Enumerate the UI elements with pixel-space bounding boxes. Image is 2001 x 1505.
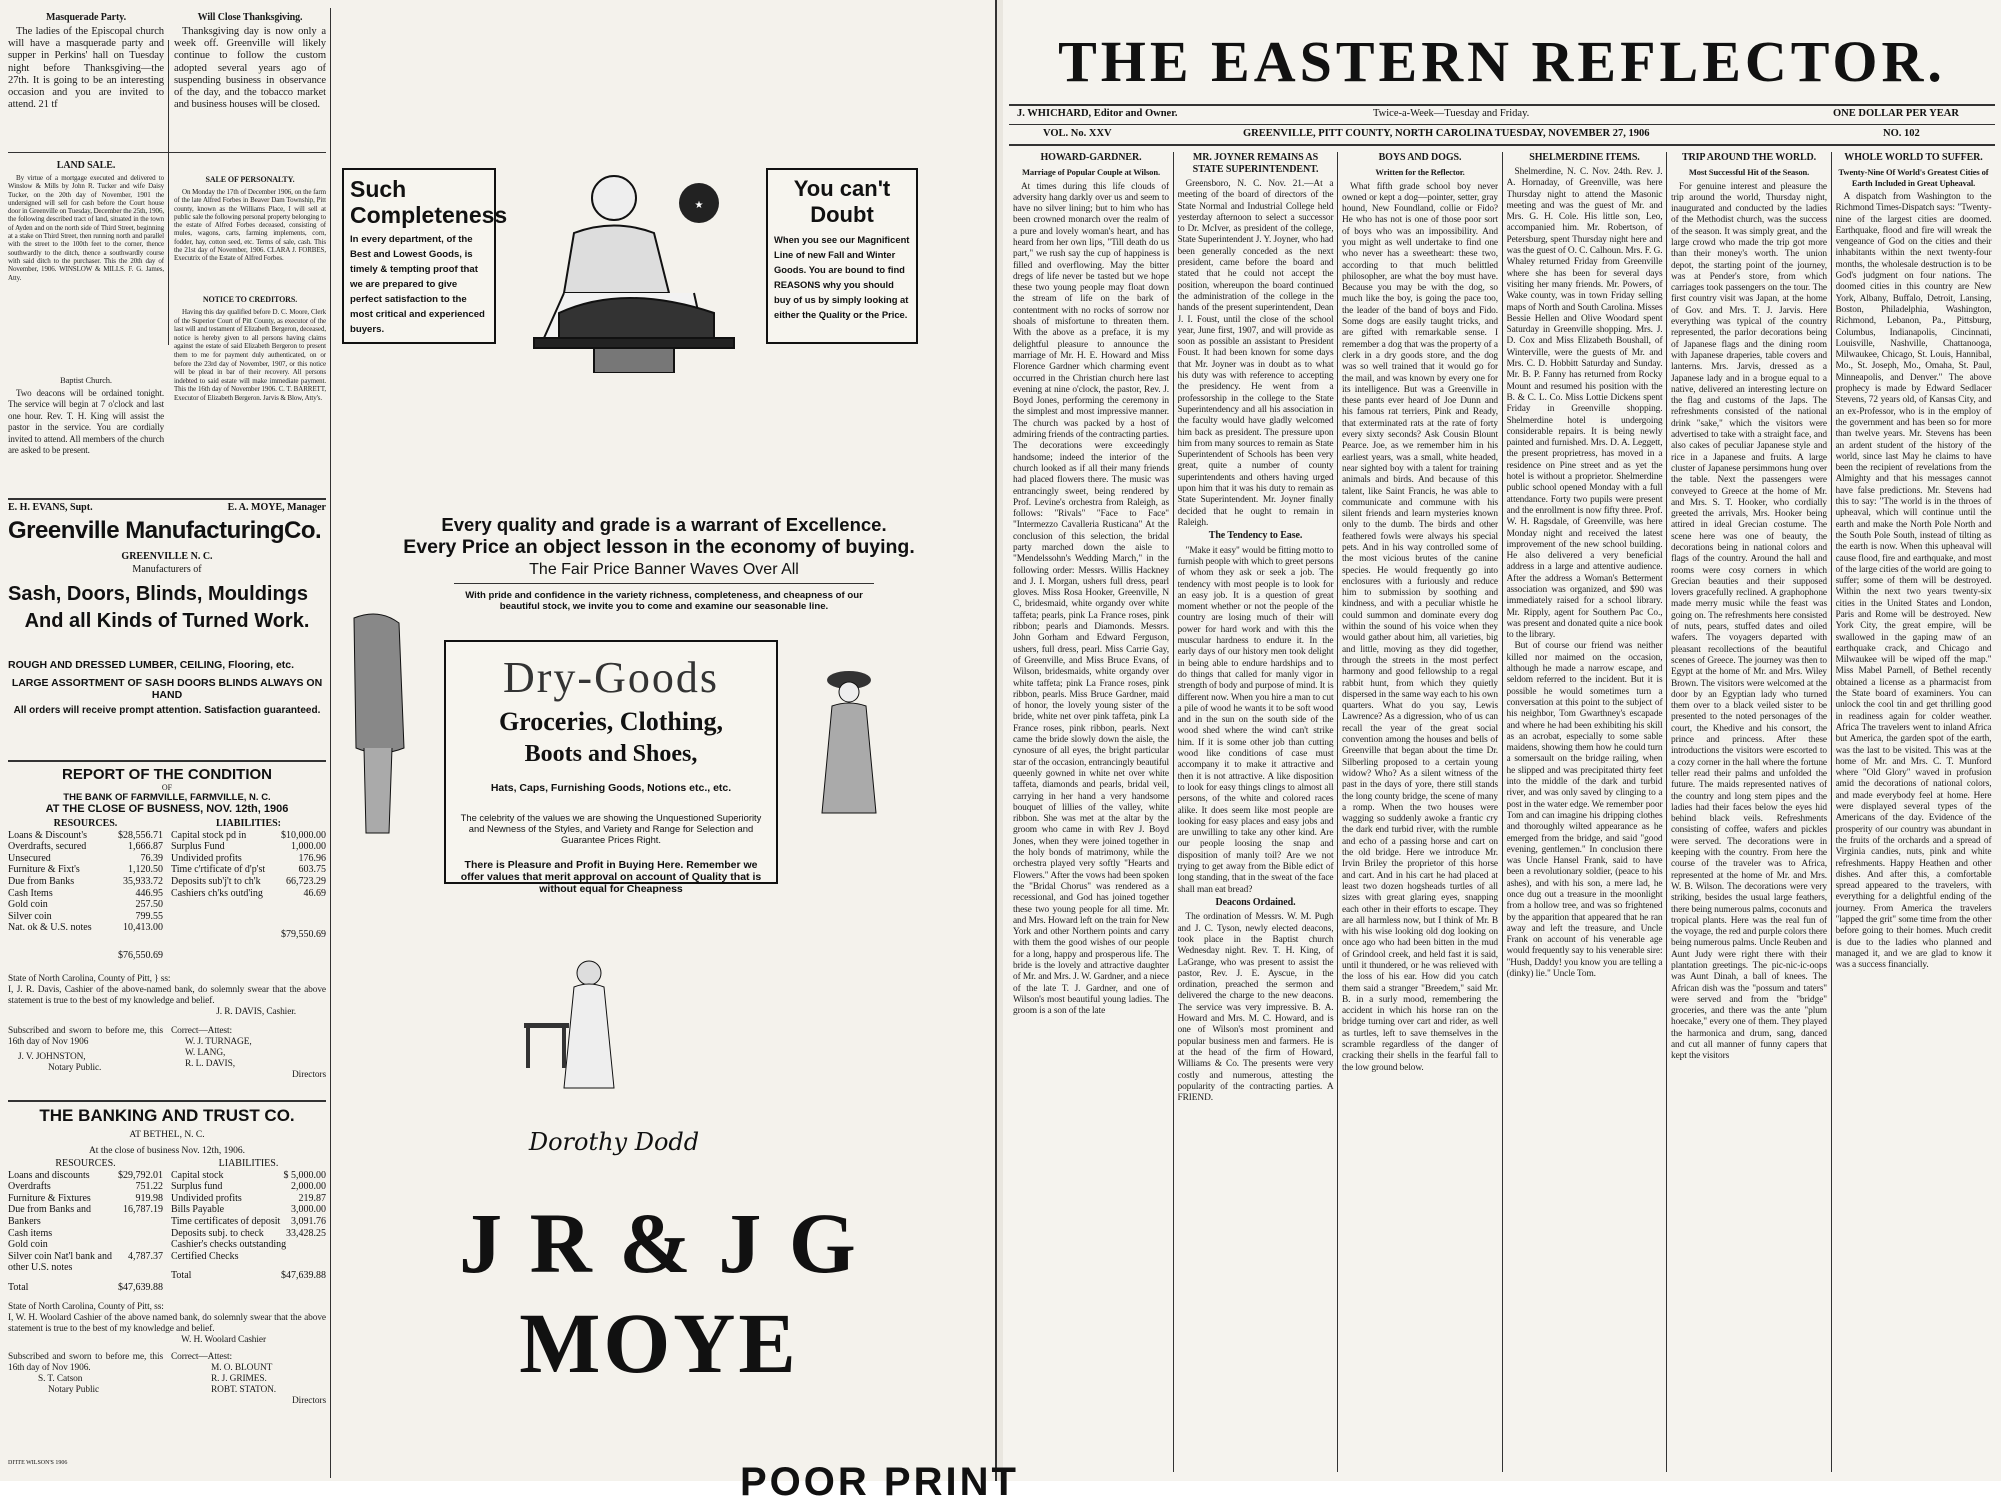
baptist-title: Baptist Church. [60,375,112,385]
farmville-resources-head: RESOURCES. [53,818,118,829]
farmville-res-label: Silver coin [8,910,52,922]
left-footer: DI'ITE WILSON'S 1906 [8,1460,68,1466]
bethel-lia-label: Cashier's checks outstanding [171,1239,287,1251]
farmville-res-amount: $28,556.71 [118,829,163,841]
masquerade-text: The ladies of the Episcopal church will have a masquerade party and supper in Perkins' hall on Tuesday night before Thanksgiving—the 27th. It is going to be an interesting occasion and you are invited to attend. 21 tf [8,26,164,111]
bethel-res-label: Overdrafts [8,1181,51,1193]
bethel-lia-row [171,1193,326,1205]
bethel-state-line: State of North Carolina, County of Pitt, ss: [8,1301,164,1312]
bethel-lia-label: Surplus fund [171,1181,223,1193]
bethel-res-label: Gold coin [8,1239,48,1251]
column-body: Shelmerdine, N. C. Nov. 24th. Rev. J. A. Hornaday, of Greenville, was here Thursday night to attend the Masonic meeting and was the guest of Mr. and Mrs. G. H. Cole. His little son, Leo, accompanied him. Mr. Robertson, of Petersburg, spent Thursday night here and was the guest of O. C. Calhoun. Mrs. F. G. Whaley returned Friday from Greenville where she has been for several days visiting her many friends. Mr. Powers, of Wake county, was in town Friday selling maps of North and South Carolina. Misses Bessie Hellen and Olive Woodard spent Saturday in Greenville shopping. Mrs. J. D. Cox and Miss Elizabeth Boushall, of Winterville, were the guests of Mr. and Mrs. C. D. Hobbitt Saturday and Sunday. Mr. B. P. Fanny has returned from Rocky Mount and resumed his position with the B. & C. L. Co. Miss Lottie Dickens spent Friday in Greenville shopping. Shelmerdine hotel is undergoing considerable repairs. It is being newly painted and furnished. Mrs. D. A. Leggett, the present proprietress, has moved in a residence on Pine street and as yet the hotel is without a proprietor. Shelmerdine public school opened Monday with a full attendance. Forty two pupils were present and the enrollment is now fifty three. Prof. W. H. Ragsdale, of Greenville, was here Monday night and received the latest improvement of the new school building. He also delivered a very beneficial address in a large and attentive audience. After the address a Woman's Betterment association was organized, and $90 was immediately raised for a school library. Mr. Ripply, agent for Southern Pac Co., was present and donated quite a nice book to the library. [1506,167,1663,641]
bethel-lia-row [171,1251,326,1263]
farmville-correct: Correct—Attest: [171,1025,232,1036]
farmville-res-row [8,911,163,923]
director-name: ROBT. STATON. [211,1384,277,1395]
column-subheadline: Written for the Reflector. [1375,167,1465,177]
bethel-lia-label: Capital stock [171,1169,224,1181]
farmville-res-label: Gold coin [8,899,48,911]
personalty-sale-notice [174,172,326,282]
bethel-oath-block [8,1302,326,1407]
farmville-lia-row [171,853,326,865]
bethel-lia-row [171,1239,326,1251]
masquerade-title: Masquerade Party. [46,12,126,23]
farmville-of: OF [161,783,173,792]
mfg-manufacturers-of: Manufacturers of [132,564,202,575]
bethel-res-amount: $29,792.01 [118,1169,163,1181]
farmville-res-row [8,830,163,842]
farmville-res-amount: 446.95 [135,887,163,899]
bethel-res-label: Cash items [8,1227,53,1239]
masthead-editor: J. WHICHARD, Editor and Owner. [1017,108,1178,119]
bethel-title: THE BANKING AND TRUST CO. [39,1106,295,1125]
mfg-assortment-line: LARGE ASSORTMENT OF SASH DOORS BLINDS ALWAYS ON HAND [11,677,323,701]
bethel-subscribed: Subscribed and sworn to before me, this 16th day of Nov 1906. [8,1351,163,1373]
farmville-state-line: State of North Carolina, County of Pitt, } ss: [8,973,171,984]
farmville-res-label: Due from Banks [8,875,75,887]
bethel-lia-row [171,1216,326,1228]
bethel-total-right: $47,639.88 [281,1270,326,1282]
bethel-lia-row [171,1181,326,1193]
land-sale-title: LAND SALE. [56,160,116,171]
farmville-res-amount: 10,413.00 [123,922,163,934]
farmville-lia-amount: 1,000.00 [291,841,326,853]
moye-advertisement [334,8,989,1478]
baptist-text: Two deacons will be ordained tonight. The service will begin at 7 o'clock and last one hour. Rev. T. H. King will assist the pastor in the service. You are cordially invited to attend. All members of the church are asked to be present. [8,388,164,456]
bethel-res-label: Silver coin Nat'l bank and other U.S. notes [8,1250,112,1274]
column-rule [1337,152,1338,1472]
column-section-head: The Tendency to Ease. [1208,530,1303,542]
completeness-box [342,168,508,344]
news-column [1178,152,1334,1472]
column-rule [1666,152,1667,1472]
farmville-res-amount: 1,666.87 [128,841,163,853]
groceries-line: Groceries, Clothing, [498,707,724,736]
mfg-superintendent: E. H. EVANS, Supt. [8,502,93,513]
column-section-head: Deacons Ordained. [1215,896,1296,908]
creditors-notice [174,292,326,497]
bethel-signature: W. H. Woolard Cashier [181,1334,266,1345]
bethel-resources-head: RESOURCES. [55,1158,116,1169]
pleasure-text: There is Pleasure and Profit in Buying Here. Remember we offer values that merit approval on account of Quality that is without equal for Cheapness [460,859,762,895]
bethel-res-row [8,1251,163,1274]
bethel-res-amount: 16,787.19 [123,1204,163,1216]
farmville-res-row [8,864,163,876]
farmville-lia-label: Surplus Fund [171,841,225,853]
hats-line: Hats, Caps, Furnishing Goods, Notions etc., etc. [490,782,732,794]
thanksgiving-item [174,10,326,160]
mfg-products-line: Sash, Doors, Blinds, Mouldings [8,583,309,605]
pride-text: With pride and confidence in the variety richness, completeness, and cheapness of our beautiful stock, we invite you to come and examine our seasonable line. [465,590,863,612]
bethel-liabilities: LIABILITIES. Capital stock $ 5,000.00 Surplus fund 2,000.00 Undivided profits 219.87 Bills Payable 3,000.00 Time certificates of deposit 3,091.76 Deposits subj. to check 33,428.25 Cashier's checks outstanding Certified Checks Total $47,639.88 [171,1158,326,1282]
moye-name: J R & J G MOYE [459,1195,859,1391]
news-column [1836,152,1992,1472]
farmville-res-row [8,922,163,934]
masquerade-item [8,10,164,160]
doubt-text: When you see our Magnificent Line of new Fall and Winter Goods. You are bound to find REASONS why you should buy of us by simply looking at either the Quality or the Price. [774,234,910,320]
bethel-notary: S. T. Catson [38,1373,83,1384]
creditors-text: Having this day qualified before D. C. Moore, Clerk of the Superior Court of Pitt County, as executor of the last will and testament of Elizabeth Bergeron, deceased, notice is hereby given to all persons having claims against the estate of said Elizabeth Bergeron to present them to me for payment duly authenticated, on or before the 23rd day of November, 1907, or this notice will be plead in bar of their recovery. All persons indebted to said estate will make immediate payment. This the 16th day of November 1906. C. T. BARRETT, Executor of Elizabeth Bergeron. Jarvis & Blow, Atty's. [174,308,326,402]
dorothy-dodd-signature: Dorothy Dodd [528,1128,700,1156]
dry-goods-box [444,640,778,895]
director-name: R. L. DAVIS, [185,1058,235,1069]
banner-line: The Fair Price Banner Waves Over All [529,561,799,578]
bethel-correct: Correct—Attest: [171,1351,232,1362]
bethel-lia-amount: 3,000.00 [291,1204,326,1216]
mfg-location: GREENVILLE N. C. [121,551,213,562]
bethel-total-left: $47,639.88 [118,1281,163,1293]
director-name: R. J. GRIMES. [211,1373,267,1384]
completeness-text: In every department, of the Best and Lowest Goods, is timely & tempting proof that we are prepared to give perfect satisfaction to the most critical and experienced buyers. [350,234,485,335]
director-name: W. LANG, [185,1047,226,1058]
doubt-title: You can't Doubt [793,176,891,227]
farmville-oath-block [8,974,326,1081]
mfg-orders-line: All orders will receive prompt attention. Satisfaction guaranteed. [13,705,321,716]
bethel-lia-amount: $ 5,000.00 [283,1169,326,1181]
woman-coat-illustration [804,668,894,818]
right-page [1003,0,2001,1481]
column-rule [168,40,169,345]
farmville-oath: I, J. R. Davis, Cashier of the above-named bank, do solemnly swear that the above statement is true to the best of my knowledge and belief. [8,984,326,1006]
column-body: But of course our friend was neither killed nor maimed on the occasion, although he made a narrow escape, and seldom referred to the incident. But it is possible he would sometimes turn a conversation at this point to the subject of his neighbor, Tom Gwarthney's escapade and where he had been exhibiting his skill as an acrobat, especially to some sable maidens, showing them how he could turn a somersault on the bridge railing, when he slipped and was precipitated thirty feet into the middle of the dark and turbid river, and was only saved by clinging to a post in the water edge. We remember poor Tom and can imagine his dripping clothes and thoroughly wilted appearance as he emerged from the bridge, and said "good evening, gentlemen." In conclusion there was Uncle Hansel Frank, said to have been a revolutionary soldier, (peace to his ashes), and with his son, a mere lad, he once dug out a treasure in the moonlight from a hollow tree, and was so frightened by the apparition that appeared that he ran away and left the treasure, and Uncle Frank on account of his venerable age would frequently say to his venerable sire: "Hush, Daddy! you know you are telling a (dinky) lie." Uncle Tom. [1506,641,1663,980]
woman-table-illustration [514,953,674,1093]
farmville-lia-amount: 46.69 [303,887,326,899]
bethel-lia-amount: 219.87 [298,1192,326,1204]
farmville-lia-amount: 66,723.29 [286,875,326,887]
column-rule [1831,152,1832,1472]
farmville-lia-amount: 603.75 [298,864,326,876]
farmville-res-row [8,841,163,853]
doubt-box [766,168,918,344]
manufacturing-ad [8,502,326,757]
farmville-signature: J. R. DAVIS, Cashier. [216,1006,296,1017]
section-divider [8,152,326,153]
masthead-frequency: Twice-a-Week—Tuesday and Friday. [1373,108,1530,119]
farmville-lia-row [171,888,326,900]
farmville-bank-report [8,766,326,1096]
farmville-lia-label: Capital stock pd in [171,829,247,841]
column-headline: MR. JOYNER REMAINS AS STATE SUPERINTENDENT. [1192,152,1319,175]
personalty-sale-text: On Monday the 17th of December 1906, on the farm of the late Alfred Forbes in Beaver Dam Township, Pitt county, known as the Williams Place, I will sell at public sale the following personal property belonging to the estate of Alfred Forbes deceased, consisting of mules, wagons, carts, farming implements, corn, fodder, hay, cotton seed, etc. Terms of sale, cash. This the 21st day of November, 1906. CLARA J. FORBES, Executrix of the Estate of Alfred Forbes. [174,188,326,263]
ad-divider [454,583,874,584]
land-sale-notice [8,158,164,368]
column-body: What fifth grade school boy never owned or kept a dog—pointer, setter, gray hound, New Foundland, collie or Fido? He who has not is one of those poor sort of boys who was an impossibility. And you might as well undertake to find one who never has a sweetheart: these two, according to that much belittled philosopher, are what the boy must have. Because you may be with the dog, so much like the boy, is going the pace too, the leader of the band of boys and Fido. Some dogs are easily taught tricks, and are gifted with remarkable sense. I remember a dog that was the property of a clerk in a dry goods store, and the dog was so well trained that it would go for the mail, and was known by every one for its intelligence. But was a Greenville in these pants ever heard of Joe Dunn and his famous rat terriers, Pink and Ready, that exterminated rats at the rate of forty every sixty seconds? Ask Cousin Blount Pearce. Joe, as we remember him in his earliest years, was a small, white headed, near sighted boy with a talent for training animals and birds. And because of this talent, like Saint Francis, he was able to communicate and commune with his silent friends and learn mysteries known only to the dumb. The birds and other feathered fowls were always his special pets. And in his way controlled some of the most vicious brutes of the canine species. He would frequently go into enclosures with a furiously and reduce him to submission by soothing and kindness, and with a peculiar whistle he could summon and dominate every dog within the sound of his voice when they would gather about him, all varieties, big and little, moving as they did together, through the streets in the most perfect harmony and good fellowship to a regal rabbit hunt, from which they quietly dispersed in the same way each to his own quarters. What do you say, Lewis Lawrence? As a digression, who of us can recall the year of the great social convention among the houses and bells of Greenville that began about the time Dr. Silberling proposed to a certain young widow? Who? As a silent witness of the past in the days of yore, there still stands the long county bridge, the scene of many a romp. When the two houses were wagging so suddenly awoke a frantic cry the dark end turbid river, with the rumble and echo of a passing horse and cart on the old bridge. Here we introduce Mr. Irvin Briley the proprietor of this horse and cart. And in his cart he had placed at least two dozen hogsheads turtles of all sizes with great glaring eyes, snapping each other in their efforts to escape. They are all harmless now, but I think of Mr. B with his wise looking old dog looking on once ago who had been bitten in the mud of Grindool creek, and held fast it is said, until it thundered, or he was relieved with the loss of his ear. How did you catch them said a stranger "Breedem," said Mr. B. in a surly mood, remembering the accident in which his horse ran on the bridge turning over cart and rider, as well as turtles, left to save themselves in the scramble regardless of the danger of cracking their shells in the fearful fall to the low ground below. [1342,181,1498,1073]
dry-goods-title: Dry-Goods [503,653,719,702]
poor-print-banner: POOR PRINT [740,1460,1019,1504]
farmville-res-amount: 76.39 [140,852,163,864]
land-sale-text: By virtue of a mortgage executed and delivered to Winslow & Mills by John R. Tucker and wife Daisy Tucker, on the 20th day of November, 1901 the undersigned will sell for cash before the Court house door in Greenville on Tuesday, December the 25th, 1906, the following described tract of land, situated in the town of Ayden and on the north side of Third Street, beginning at a stake on Third Street, then running north and parallel with the street to the 100th feet to the corner, thence southwardly to the ditch, thence a southwardly course with said ditch to the purchaser. This the 20th day of November, 1906. WINSLOW & MILLS. F. G. James, Atty. [8,174,164,282]
bethel-lia-amount: 3,091.76 [291,1215,326,1227]
farmville-res-row [8,853,163,865]
section-divider [8,1100,326,1102]
farmville-lia-amount: 176.96 [298,852,326,864]
fabric-illustration [344,608,414,838]
completeness-title: Such Completeness [350,176,508,228]
news-column [1507,152,1663,1472]
mfg-manager: E. A. MOYE, Manager [227,502,326,513]
masthead-number: NO. 102 [1883,128,1920,139]
bethel-liabilities-head: LIABILITIES. [218,1158,279,1169]
bethel-notary-label: Notary Public [48,1384,100,1395]
bethel-lia-label: Deposits subj. to check [171,1227,264,1239]
farmville-report-title: REPORT OF THE CONDITION [62,766,272,783]
farmville-res-label: Nat. ok & U.S. notes [8,922,92,934]
farmville-lia-amount: $10,000.00 [281,829,326,841]
column-subheadline: Most Successful Hit of the Season. [1688,167,1810,177]
boots-line: Boots and Shoes, [524,741,698,767]
farmville-res-label: Overdrafts, secured [8,841,87,853]
bethel-res-amount: 4,787.37 [128,1250,163,1262]
excellence-line: Every quality and grade is a warrant of Excellence. [441,514,887,535]
farmville-total-left: $76,550.69 [118,949,163,961]
bethel-res-row [8,1228,163,1240]
bethel-lia-row [171,1170,326,1182]
bethel-res-row [8,1181,163,1193]
farmville-res-amount: 799.55 [135,910,163,922]
farmville-res-row [8,876,163,888]
bethel-resources: RESOURCES. Loans and discounts $29,792.01 Overdrafts 751.22 Furniture & Fixtures 919.98 Due from Banks and Bankers 16,787.19 Cash items Gold coin Silver coin Nat'l bank and other U.S. notes 4,787.37 Total $47,639.88 [8,1158,163,1293]
column-body: At times during this life clouds of adversity hang darkly over us and seem to have no silver lining; but to him who has been crowned monarch over the realm of a pure and lovely woman's heart, and has heard from her own lips, "Till death do us part," we rush say the cup of happiness is filled and overflowing. May the bitter dregs of life never be tasted but we hope these two young people may float down the stream of life on the bark of contentment with no rocks of sorrow nor shoals of misfortune to threaten them. With the above as a preface, it is my delightful pleasure to announce the marriage of Mr. H. E. Howard and Miss Florence Gardner which charming event occurred in the Christian church here last evening at nine o'clock, the pastor, Rev. J. Boyd Jones, performing the ceremony in the simplest and most impressive manner. The church was packed by a host of admiring friends of the contracting parties. The decorations were exceedingly handsome; indeed the interior of the church looked as if all their many friends had placed flowers there. The music was entrancingly sweet, being rendered by Prof. Levine's orchestra from Raleigh, as follows: "Rivals" "Face to Face" "Intermezzo Cavalleria Rusticana" At the conclusion of this selection, the bridal party marched down the aisle to "Mendelssohn's Wedding March," in the following order: Messrs. Willis Hackney and J. I. Morgan, ushers full dress, pearl gloves. Miss Rosa Hooker, Greenville, N C, bridesmaid, white organdy over white taffeta; pearls, pink La France roses, pink ribbon; pearls and Diamonds. Messrs. John Gorham and Edward Ferguson, ushers, full dress, pearl. Miss Carrie Gay, of Greenville, and Miss Bruce Evans, of Wilson, bridesmaids, white organdy over white taffeta; pink La France roses, pink ribbon, pearls. Miss Bruce Gardner, maid of honor, the lovely young sister of the bride, white net over pink taffeta, pink La France roses, pink ribbon, pearls. Next came the bride slowly down the aisle, the cynosure of all eyes, the bright particular star of the occasion, entrancingly beautiful queenly gowned in white net over white taffeta, diamonds and pearls, bridal veil, carrying in her hand a very handsome bouquet of lillies of the valley, white ribbon. She was met at the altar by the groom who came in with Rev J. Boyd Jones, when they were joined together in the holy bonds of matrimony, while the orchestra played very softly "Hearts and Flowers." After the vows had been spoken the "Bridal Chorus" was rendered as a recessional, and God has joined together these two young people for all time. Mr. and Mrs. Howard left on the train for New York and other Northern points and carry with them the good wishes of our people for a long, happy and prosperous life. The bride is the lovely and attractive daughter of Mr. and Mrs. J. W. Gardner, and a niece of the late T. J. Gardner, and one of Wilson's most beautiful young ladies. The groom is a son of the late [1013,181,1169,1017]
farmville-close: AT THE CLOSE OF BUSNESS, NOV. 12th, 1906 [45,803,289,815]
bethel-lia-amount: 2,000.00 [291,1181,326,1193]
bethel-lia-row [171,1204,326,1216]
shoemaker-illustration [504,163,764,373]
farmville-lia-row [171,830,326,842]
farmville-resources [8,818,163,962]
bethel-res-label: Furniture & Fixtures [8,1192,91,1204]
column-headline: TRIP AROUND THE WORLD. [1681,152,1817,163]
farmville-lia-label: Deposits sub'j't to ch'k [171,875,261,887]
column-headline: WHOLE WORLD TO SUFFER. [1844,152,1983,163]
bethel-lia-amount: 33,428.25 [286,1227,326,1239]
farmville-lia-label: Cashiers ch'ks outd'ing [171,887,263,899]
mfg-lumber-line: ROUGH AND DRESSED LUMBER, CEILING, Flooring, etc. [8,659,295,671]
economy-line: Every Price an object lesson in the economy of buying. [403,536,915,558]
left-page [0,0,997,1481]
section-divider [8,498,326,500]
farmville-lia-row [171,864,326,876]
farmville-res-row [8,888,163,900]
director-name: W. J. TURNAGE, [185,1036,252,1047]
farmville-res-label: Furniture & Fixt's [8,864,80,876]
masthead-rule [1009,124,1995,125]
news-column [1013,152,1169,1472]
column-rule [330,8,331,1478]
bethel-res-amount: 919.98 [135,1192,163,1204]
column-body: For genuine interest and pleasure the trip around the world, Thursday night, inaugurated and conducted by the ladies of the Methodist church, was the success of the season. It was simply great, and the large crowd who made the trip got more than their money's worth. The union depot, the starting point of the journey, was at Pender's store, from which carriages took passengers on the tour. The first country visit was Japan, at the home of Gov. and Mrs. T. J. Jarvis. Here everything was typical of the country represented, the parlor decorations being of Japanese flags and the dining room with Japanese draperies, table covers and lanterns. Mrs. Jarvis, dressed as a Japanese lady and in a brogue equal to a native, delivered an interesting lecture on the flag and customs of the Japs. The refreshments consisted of the national drink "sake," which the visitors were advertised to take with a straight face, and also cakes of peculiar Japanese style and rice in a Japanese and fruits. A large cluster of Japanese persimmons hung over the table. Next the passengers were conveyed to Greece at the home of Mr. and Mrs. S. T. Hooker, who cordially greeted the arrivals, Mrs. Hooker being attired in ideal Grecian costume. The scene here was one of beauty, the decorations being in national colors and flags of the country. Around the hall and rooms were cosy corners in which Grecian beauties and their supposed lovers gracefully reclined. A graphophone made merry music while the feast was going on. The refreshments here consisted of nuts, pears, stuffed dates and oiled wafers. The voyagers departed with pleasant recollections of the beautiful scenes of Greece. The journey was then to Egypt at the home of Mr. and Mrs. Wiley Brown. The visitors were welcomed at the door by an Egyptian lady who turned them over to a black veiled sister to be presented to the noted personages of the court, the Khedive and his consort, the prince and princess. After these introductions the visitors were escorted to a cozy corner in the hall where the fortune teller read their palms and unfolded the future. The maids represented natives of the country and long stem pipes and the ladies had their faces below the eyes hid behind black veils. Refreshments consisting of coffee, wafers and pickles were served. The decorations were in keeping with the country. From here the course of the traveler was to Africa, represented at the home of Mr. and Mrs. W. B. Wilson. The decorations were very striking, besides the usual large feathers, there being numerous palms, coconuts and tropical plants. Here was the real fun of the voyage, the red and purple colors there being numerous palms. Uncle Reuben and Aunt Judy were right there with their plantation greetings. The pic-nic-ic-oops was Aunt Dinah, a ball of knees. The African dish was the "possum and taters" were served and from the "bridge" groceries, and there was the ante "plum hoecake," every one of them. They played the harmonica and drum, sang, danced and cut all manner of funny capers that kept the visitors [1671,181,1827,1062]
thanksgiving-title: Will Close Thanksgiving. [197,12,303,23]
column-rule [1502,152,1503,1472]
masthead-title: THE EASTERN REFLECTOR. [1058,29,1946,94]
mfg-turned-work-line: And all Kinds of Turned Work. [24,610,310,632]
news-column [1671,152,1827,1472]
column-subheadline: Twenty-Nine Of World's Greatest Cities of Earth Included in Great Upheaval. [1838,167,1989,188]
column-body: A dispatch from Washington to the Richmond Times-Dispatch says: "Twenty-nine of the largest cities are doomed. Earthquake, flood and fire will wreak the vengeance of God on the cities and their inhabitants within the next twenty-four months, the wholesale destruction is to be God's judgment on four nations. The doomed cities in this country are New York, Albany, Buffalo, Detroit, Lansing, Boston, Philadelphia, Washington, Richmond, Lebanon, Pa., Pittsburg, Columbus, Indianapolis, Cincinnati, Louisville, Nashville, Chattanooga, Milwaukee, Chicago, St. Louis, Hannibal, Mo., St. Joseph, Mo., Omaha, St. Paul, Minneapolis, and Denver." The above prophecy is made by Edward Sedlacer Stevens, 72 years old, of Kansas City, and an ex-Professor, who is in the employ of the government and has been so for more than twelve years. Mr. Stevens has been an ardent student of the history of the world, since last May he claims to have been the recipient of revelations from the Almighty and that his messages cannot have false predictions. Mr. Stevens had this to say: "The world is in the throes of upheaval, which will continue until the earth and make the North Pole North and the South Pole South, instead of tilting as the earth is now. When this upheaval will cause flood, fire and earthquake, and most of the large cities of the world are going to suffer; some of them will be destroyed. Within the next two years twenty-six cities in the United States and London, Paris and Rome will be destroyed. New York City, the great empire, will be swallowed in the gaping maw of an earthquake crack, and Chicago and Milwaukee will be wiped off the map." Miss Mabel Parnell, of Bethel recently obtained a license as a pharmacist from the State board of examiners. You can unlock the cool tin and get thrilling good in readiness again for colder weather. Africa The travelers went to inland Africa but America, the garden spot of the earth, was the last to be visited. This was at the home of Mr. and Mrs. C. T. Munford where "Old Glory" waved in profusion amid the decorations of national colors, and made everybody feel at home. Here were displayed several types of the Americans of the day. Evidence of the prosperity of our country was abundant in the fruits of the orchards and a spread of Virginia candies, nuts, pink and white refreshments. Happy Heathen and other dishes. And after this, a comfortable spread appeared to the travelers, with everything for a delightful ending of the journey. From America the travelers "lapped the grit" some time from the other before going to their homes. Much credit is due to the ladies who planned and managed it, and we are glad to know it was a success financially. [1835,192,1992,971]
bethel-res-amount: 751.22 [135,1181,163,1193]
farmville-lia-row [171,876,326,888]
column-subheadline: Marriage of Popular Couple at Wilson. [1022,167,1160,177]
column-body: "Make it easy" would be fitting motto to furnish people with which to greet persons of whom they ask or seek a job. The tendency with most people is to look for an easy job. It is a question of great moment whether or not the people of the country are losing much of their will power for hard work and with this the muscular hardness to endure it. In the early days of our history men took delight in being able to endure hardships and to do things that called for manly vigor in strength of body and purpose of mind. It is different now. When you hire a man to cut a pile of wood he wants it to be soft wood and in the sun on the south side of the wood shed where the wind can't strike him. If it is some other job than cutting wood like conditions of case must accompany it to make it attractive and then it is not attractive. A like disposition to look for easy things clings to almost all persons, of the white and colored races alike. It does seem like most people are looking for easy places and easy jobs and are unwilling to take any other kind. Are our people loosing the snap and disposition of manly toil? Are we not trying to get away from the Bible edict of long standing, that in the sweat of the face shall man eat bread? [1177,545,1334,895]
farmville-bank-name: THE BANK OF FARMVILLE, FARMVILLE, N. C. [63,792,271,803]
news-column [1342,152,1498,1472]
section-divider [8,760,326,762]
creditors-title: NOTICE TO CREDITORS. [202,295,298,304]
farmville-directors-label: Directors [292,1069,326,1080]
bethel-oath: I, W. H. Woolard Cashier of the above named bank, do solemnly swear that the above statement is true to the best of my knowledge and belief. [8,1312,326,1334]
personalty-sale-title: SALE OF PERSONALTY. [205,175,295,184]
bethel-lia-label: Bills Payable [171,1204,225,1216]
masthead-rule [1009,144,1995,146]
farmville-notary-label: Notary Public. [48,1062,102,1073]
bethel-close: At the close of business Nov. 12th, 1906. [88,1146,246,1156]
farmville-total-right: $79,550.69 [281,929,326,941]
bethel-location: AT BETHEL, N. C. [129,1130,205,1140]
director-name: M. O. BLOUNT [211,1362,273,1373]
farmville-subscribed: Subscribed and sworn to before me, this 16th day of Nov 1906 [8,1025,163,1047]
farmville-res-amount: 35,933.72 [123,875,163,887]
bethel-res-row [8,1170,163,1182]
bethel-res-row [8,1204,163,1227]
bethel-bank-report [8,1106,326,1456]
bethel-res-row [8,1239,163,1251]
column-headline: BOYS AND DOGS. [1378,152,1462,163]
farmville-res-row [8,899,163,911]
bethel-lia-row [171,1228,326,1240]
bethel-lia-label: Time certificates of deposit [171,1215,281,1227]
thanksgiving-text: Thanksgiving day is now only a week off. Greenville will likely continue to follow the custom adopted several years ago of suspending business in observance of the day, and the tobacco market and business houses will be closed. [174,26,326,111]
column-headline: HOWARD-GARDNER. [1040,152,1142,163]
farmville-res-label: Cash Items [8,887,53,899]
farmville-res-amount: 257.50 [135,899,163,911]
column-body: The ordination of Messrs. W. M. Pugh and J. C. Tyson, newly elected deacons, took place in the Baptist church Wednesday night. Rev. T. H. King, of LaGrange, who was present to assist the pastor, Rev. J. E. Ayscue, in the ordination, preached the sermon and delivered the charge to the new deacons. The service was very impressive. B. A. Howard and Mrs. M. C. Howard, and is one of Wilson's most prominent and popular business men and farmers. He is at the head of the firm of Howard, Williams & Co. The presents were very costly and numerous, attesting the popularity of the contracting parties. A FRIEND. [1177,912,1334,1104]
masthead-rule [1009,104,1995,106]
bethel-res-label: Loans and discounts [8,1169,90,1181]
farmville-lia-row [171,841,326,853]
mfg-company-name: Greenville ManufacturingCo. [8,517,322,544]
masthead-volume: VOL. No. XXV [1043,128,1112,139]
svg-text:★: ★ [694,200,704,211]
column-rule [1173,152,1174,1472]
bethel-directors-label: Directors [292,1395,326,1406]
farmville-lia-label: Time c'rtificate of d'p'st [171,864,266,876]
bethel-res-row [8,1193,163,1205]
bethel-res-label: Due from Banks and Bankers [8,1204,92,1227]
column-body: Greensboro, N. C. Nov. 21.—At a meeting of the board of directors of the State Normal and Industrial College held yesterday afternoon to select a successor to Dr. McIver, as president of the college, State Superintendent J. Y. Joyner, who had been generally conceded as the next president, came before the board and stated that he could not accept the position, whereupon the board continued the administration of the college in the hands of the present superintendent, Dean J. I. Foust, until the close of the school year, June first, 1907, and will provide as soon as possible an assistant to President Foust. It had been known for some days that Mr. Joyner was in doubt as to what his duty was with reference to accepting the presidency. He went from a professorship in the college to the State Superintendency and all his association in the faculty would have gladly welcomed him back as president. The pressure upon him from many sources to remain as State Superintendent of Schools has been very great, quite a number of county superintendents and others having urged upon him that it was his duty to remain as State Superintendent. Mr. Joyner finally decided that he ought to remain in Raleigh. [1177,179,1334,528]
baptist-item [8,372,164,497]
farmville-res-label: Loans & Discount's [8,829,88,841]
farmville-liabilities-head: LIABILITIES: [215,818,282,829]
masthead-dateline: GREENVILLE, PITT COUNTY, NORTH CAROLINA TUESDAY, NOVEMBER 27, 1906 [1243,128,1650,139]
farmville-notary: J. V. JOHNSTON, [18,1051,86,1062]
bethel-lia-label: Undivided profits [171,1192,242,1204]
column-headline: SHELMERDINE ITEMS. [1529,152,1640,163]
celebrity-text: The celebrity of the values we are showing the Unquestioned Superiority and Newness of the Styles, and Variety and Range for Selection and Guarantee Prices Right. [460,812,762,845]
masthead-price: ONE DOLLAR PER YEAR [1833,108,1959,119]
bethel-lia-label: Certified Checks [171,1250,239,1262]
farmville-res-amount: 1,120.50 [128,864,163,876]
farmville-lia-label: Undivided profits [171,852,242,864]
farmville-res-label: Unsecured [8,852,51,864]
farmville-liabilities [171,818,326,962]
